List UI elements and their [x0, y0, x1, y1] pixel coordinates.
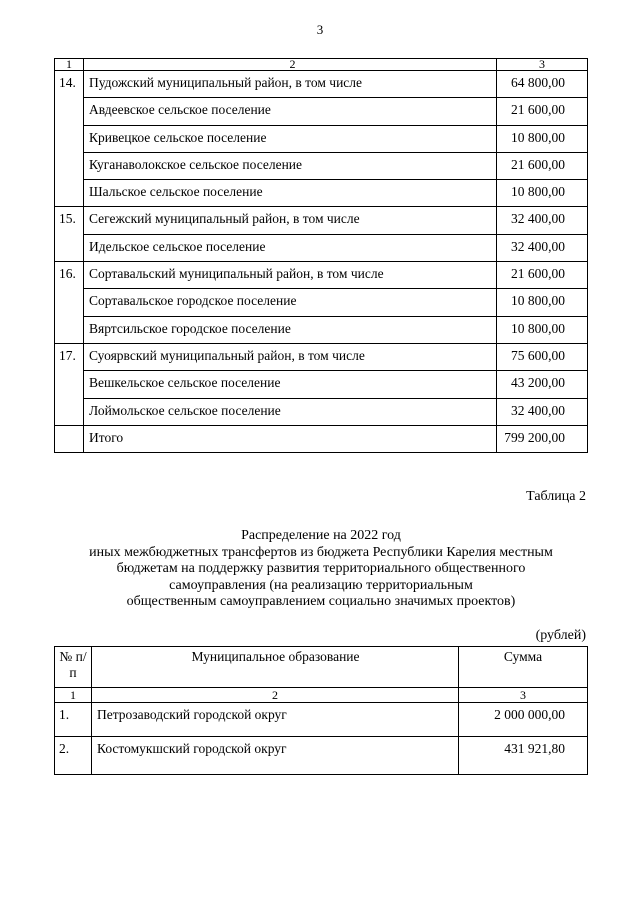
row-sum: 2 000 000,00	[459, 703, 588, 737]
row-sum: 32 400,00	[497, 207, 588, 234]
col-header-2: 2	[84, 59, 497, 71]
row-name: Петрозаводский городской округ	[92, 703, 459, 737]
row-name: Итого	[84, 425, 497, 452]
units-label: (рублей)	[535, 628, 586, 643]
table-2-index-row	[55, 688, 588, 703]
table-row	[55, 316, 588, 343]
row-name: Пудожский муниципальный район, в том числе	[84, 71, 497, 98]
row-name: Сегежский муниципальный район, в том числе	[84, 207, 497, 234]
row-sum: 10 800,00	[497, 125, 588, 152]
row-name: Авдеевское сельское поселение	[84, 98, 497, 125]
row-number: 15.	[55, 207, 84, 262]
title-line: самоуправления (на реализацию территориальным	[169, 577, 473, 593]
row-name: Шальское сельское поселение	[84, 180, 497, 207]
row-number: 17.	[55, 343, 84, 425]
table-row	[55, 371, 588, 398]
row-name: Кривецкое сельское поселение	[84, 125, 497, 152]
table-row	[55, 152, 588, 179]
row-number: 14.	[55, 71, 84, 207]
table-1-header-row	[55, 59, 588, 71]
row-name: Лоймольское сельское поселение	[84, 398, 497, 425]
row-sum: 21 600,00	[497, 152, 588, 179]
row-sum: 32 400,00	[497, 234, 588, 261]
row-sum: 10 800,00	[497, 316, 588, 343]
title-line: общественным самоуправлением социально значимых проектов)	[126, 594, 516, 609]
table-row	[55, 98, 588, 125]
row-name: Сортавальский муниципальный район, в том числе	[84, 262, 497, 289]
col-sum-header: Сумма	[459, 647, 588, 688]
row-sum: 431 921,80	[459, 737, 588, 775]
table-row	[55, 180, 588, 207]
table-1	[54, 58, 588, 453]
row-sum: 10 800,00	[497, 180, 588, 207]
col-number-header: № п/п	[55, 647, 92, 688]
row-name: Куганаволокское сельское поселение	[84, 152, 497, 179]
table-row	[55, 262, 588, 289]
total-row	[55, 425, 588, 452]
table-2-title	[54, 528, 588, 611]
col-name-header: Муниципальное образование	[92, 647, 459, 688]
table-row	[55, 737, 588, 775]
row-number: 2.	[55, 737, 92, 775]
col-header-3: 3	[497, 59, 588, 71]
table-2	[54, 646, 588, 775]
col-index-2: 2	[92, 688, 459, 703]
row-number: 16.	[55, 262, 84, 344]
row-sum: 43 200,00	[497, 371, 588, 398]
table-row	[55, 703, 588, 737]
table-row	[55, 343, 588, 370]
table-row	[55, 125, 588, 152]
row-sum: 21 600,00	[497, 262, 588, 289]
row-name: Суоярвский муниципальный район, в том числе	[84, 343, 497, 370]
row-sum: 10 800,00	[497, 289, 588, 316]
row-name: Сортавальское городское поселение	[84, 289, 497, 316]
row-name: Вешкельское сельское поселение	[84, 371, 497, 398]
table-row	[55, 71, 588, 98]
title-line: иных межбюджетных трансфертов из бюджета Республики Карелия местным	[89, 544, 553, 560]
row-name: Идельское сельское поселение	[84, 234, 497, 261]
col-index-3: 3	[459, 688, 588, 703]
row-sum: 32 400,00	[497, 398, 588, 425]
col-header-1: 1	[55, 59, 84, 71]
table-2-label: Таблица 2	[526, 489, 586, 504]
table-row	[55, 398, 588, 425]
row-sum: 75 600,00	[497, 343, 588, 370]
page-number: 3	[316, 22, 324, 37]
table-row	[55, 234, 588, 261]
table-row	[55, 289, 588, 316]
row-number: 1.	[55, 703, 92, 737]
row-sum: 799 200,00	[497, 425, 588, 452]
table-2-column-headers	[55, 647, 588, 688]
row-number	[55, 425, 84, 452]
row-name: Костомукшский городской округ	[92, 737, 459, 775]
table-row	[55, 207, 588, 234]
title-line: бюджетам на поддержку развития территориального общественного	[116, 561, 526, 576]
row-name: Вяртсильское городское поселение	[84, 316, 497, 343]
row-sum: 64 800,00	[497, 71, 588, 98]
title-line: Распределение на 2022 год	[241, 528, 401, 543]
row-sum: 21 600,00	[497, 98, 588, 125]
col-index-1: 1	[55, 688, 92, 703]
